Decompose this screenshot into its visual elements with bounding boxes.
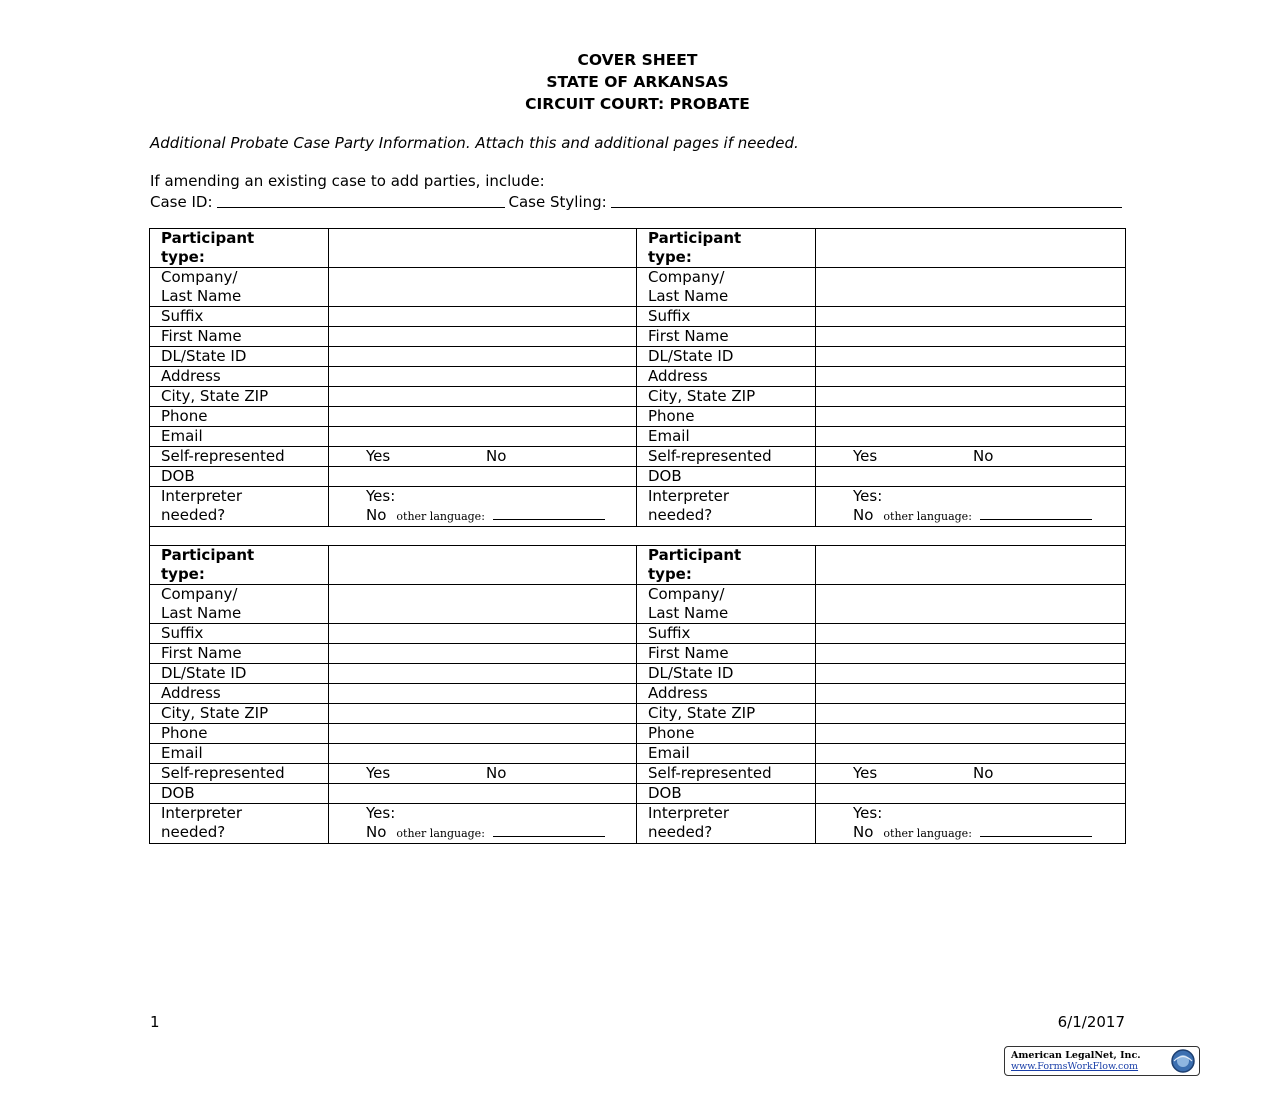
yes-option[interactable]: Yes	[366, 447, 391, 465]
table-row	[150, 427, 1126, 447]
field-label-cell	[150, 644, 329, 664]
address-input[interactable]	[816, 367, 1126, 387]
field-label: Interpreter	[648, 804, 730, 822]
form-title: COVER SHEET	[577, 51, 698, 69]
field-label: Email	[161, 744, 203, 762]
case-styling-label: Case Styling:	[508, 193, 607, 211]
self-represented-choice[interactable]	[329, 764, 637, 784]
field-label: First Name	[161, 644, 242, 662]
dob-input[interactable]	[329, 467, 637, 487]
brand-url[interactable]: www.FormsWorkFlow.com	[1011, 1061, 1139, 1072]
company-last-name-input[interactable]	[329, 585, 637, 624]
field-label: First Name	[648, 327, 729, 345]
other-language-field[interactable]	[980, 509, 1092, 520]
email-input[interactable]	[329, 744, 637, 764]
table-row	[150, 704, 1126, 724]
case-id-field[interactable]	[217, 193, 505, 208]
address-input[interactable]	[329, 367, 637, 387]
field-label: Company/	[161, 585, 238, 603]
participant-type-input[interactable]	[329, 546, 637, 585]
table-row	[150, 724, 1126, 744]
field-label-cell	[150, 387, 329, 407]
field-label-cell	[150, 327, 329, 347]
table-row	[150, 664, 1126, 684]
table-row	[150, 744, 1126, 764]
field-label: needed?	[161, 823, 226, 841]
phone-input[interactable]	[816, 407, 1126, 427]
first-name-input[interactable]	[329, 327, 637, 347]
other-language-label: other language:	[396, 510, 485, 523]
field-label-cell	[637, 407, 816, 427]
brand-name: American LegalNet, Inc.	[1011, 1050, 1141, 1061]
field-label-cell	[150, 784, 329, 804]
email-input[interactable]	[329, 427, 637, 447]
field-label-cell	[150, 684, 329, 704]
field-label-cell	[637, 644, 816, 664]
interpreter-choice[interactable]	[329, 487, 637, 527]
field-label-cell	[637, 585, 816, 624]
field-label: Last Name	[648, 604, 729, 622]
field-label-cell	[637, 447, 816, 467]
field-label-cell	[150, 724, 329, 744]
field-label: Participant	[648, 229, 742, 247]
field-label-cell	[637, 744, 816, 764]
field-label-cell	[150, 347, 329, 367]
field-label-cell	[150, 467, 329, 487]
case-styling-field[interactable]	[611, 193, 1122, 208]
field-label-cell	[637, 427, 816, 447]
field-label-cell	[637, 664, 816, 684]
dl-state-id-input[interactable]	[329, 664, 637, 684]
field-label-cell	[637, 724, 816, 744]
city-state-zip-input[interactable]	[329, 704, 637, 724]
first-name-input[interactable]	[816, 327, 1126, 347]
suffix-input[interactable]	[329, 624, 637, 644]
table-row	[150, 229, 1126, 268]
field-label: DOB	[161, 467, 195, 485]
field-label-cell	[637, 367, 816, 387]
other-language-label: other language:	[883, 827, 972, 840]
field-label-cell	[150, 367, 329, 387]
table-row	[150, 467, 1126, 487]
field-label: Interpreter	[648, 487, 730, 505]
city-state-zip-input[interactable]	[816, 704, 1126, 724]
field-label: Self-represented	[161, 447, 285, 465]
other-language-field[interactable]	[493, 826, 605, 837]
dl-state-id-input[interactable]	[816, 664, 1126, 684]
field-label-cell	[150, 585, 329, 624]
company-last-name-input[interactable]	[816, 268, 1126, 307]
dl-state-id-input[interactable]	[816, 347, 1126, 367]
table-row	[150, 307, 1126, 327]
table-row	[150, 268, 1126, 307]
city-state-zip-input[interactable]	[329, 387, 637, 407]
first-name-input[interactable]	[329, 644, 637, 664]
field-label: needed?	[648, 506, 713, 524]
page-number: 1	[150, 1013, 160, 1031]
field-label: Address	[161, 367, 221, 385]
field-label: Company/	[648, 585, 725, 603]
other-language-field[interactable]	[493, 509, 605, 520]
field-label: Last Name	[161, 287, 242, 305]
participant-table	[149, 228, 1126, 844]
field-label: Company/	[161, 268, 238, 286]
field-label: City, State ZIP	[161, 387, 269, 405]
field-label: Self-represented	[648, 447, 772, 465]
case-info-line	[150, 191, 1122, 211]
table-row	[150, 624, 1126, 644]
interpreter-choice[interactable]	[816, 804, 1126, 844]
field-label: DL/State ID	[648, 347, 734, 365]
field-label: Last Name	[648, 287, 729, 305]
no-option[interactable]: No	[366, 823, 387, 841]
table-row	[150, 367, 1126, 387]
field-label: Self-represented	[648, 764, 772, 782]
field-label-cell	[150, 268, 329, 307]
phone-input[interactable]	[329, 724, 637, 744]
field-label-cell	[150, 546, 329, 585]
field-label-cell	[637, 624, 816, 644]
no-option[interactable]: No	[973, 764, 994, 782]
field-label: DL/State ID	[161, 347, 247, 365]
instruction-note: Additional Probate Case Party Information. Attach this and additional pages if needed.	[150, 134, 799, 152]
table-row	[150, 684, 1126, 704]
field-label-cell	[637, 487, 816, 527]
field-label: DOB	[648, 467, 682, 485]
field-label: Phone	[161, 724, 208, 742]
field-label-cell	[150, 704, 329, 724]
field-label: Email	[648, 744, 690, 762]
field-label: DL/State ID	[161, 664, 247, 682]
field-label: Suffix	[648, 624, 691, 642]
interpreter-choice[interactable]	[329, 804, 637, 844]
table-row	[150, 327, 1126, 347]
city-state-zip-input[interactable]	[816, 387, 1126, 407]
field-label: Suffix	[648, 307, 691, 325]
case-id-label: Case ID:	[150, 193, 213, 211]
address-input[interactable]	[816, 684, 1126, 704]
field-label: DOB	[161, 784, 195, 802]
field-label-cell	[150, 624, 329, 644]
field-label-cell	[150, 664, 329, 684]
suffix-input[interactable]	[816, 307, 1126, 327]
other-language-label: other language:	[396, 827, 485, 840]
table-row	[150, 347, 1126, 367]
table-spacer-row	[150, 527, 1126, 546]
other-language-field[interactable]	[980, 826, 1092, 837]
field-label: Address	[648, 367, 708, 385]
self-represented-choice[interactable]	[816, 764, 1126, 784]
phone-input[interactable]	[329, 407, 637, 427]
field-label: Suffix	[161, 624, 204, 642]
field-label: Participant	[648, 546, 742, 564]
yes-option[interactable]: Yes	[366, 764, 391, 782]
other-language-label: other language:	[883, 510, 972, 523]
field-label: Address	[648, 684, 708, 702]
company-last-name-input[interactable]	[816, 585, 1126, 624]
no-option[interactable]: No	[366, 506, 387, 524]
court-title: CIRCUIT COURT: PROBATE	[525, 95, 750, 113]
table-row	[150, 387, 1126, 407]
field-label: needed?	[161, 506, 226, 524]
yes-option[interactable]: Yes:	[853, 487, 883, 505]
phone-input[interactable]	[816, 724, 1126, 744]
field-label: First Name	[161, 327, 242, 345]
field-label-cell	[637, 467, 816, 487]
globe-icon	[1170, 1048, 1196, 1074]
field-label: type:	[648, 565, 692, 583]
interpreter-choice[interactable]	[816, 487, 1126, 527]
field-label: Phone	[648, 724, 695, 742]
yes-option[interactable]: Yes:	[366, 487, 396, 505]
field-label-cell	[637, 684, 816, 704]
field-label: DL/State ID	[648, 664, 734, 682]
field-label: type:	[648, 248, 692, 266]
field-label-cell	[150, 407, 329, 427]
field-label: Email	[161, 427, 203, 445]
participant-type-input[interactable]	[816, 229, 1126, 268]
table-row	[150, 407, 1126, 427]
self-represented-choice[interactable]	[816, 447, 1126, 467]
field-label-cell	[637, 387, 816, 407]
yes-option[interactable]: Yes	[853, 447, 878, 465]
field-label: Email	[648, 427, 690, 445]
dl-state-id-input[interactable]	[329, 347, 637, 367]
field-label-cell	[637, 268, 816, 307]
field-label-cell	[150, 744, 329, 764]
field-label: Phone	[161, 407, 208, 425]
field-label: City, State ZIP	[161, 704, 269, 722]
table-row	[150, 487, 1126, 527]
field-label-cell	[150, 487, 329, 527]
dob-input[interactable]	[816, 784, 1126, 804]
field-label-cell	[637, 784, 816, 804]
field-label-cell	[150, 229, 329, 268]
field-label-cell	[637, 804, 816, 844]
table-row	[150, 546, 1126, 585]
field-label: First Name	[648, 644, 729, 662]
field-label-cell	[637, 546, 816, 585]
field-label-cell	[150, 447, 329, 467]
field-label-cell	[150, 427, 329, 447]
table-row	[150, 804, 1126, 844]
field-label-cell	[637, 347, 816, 367]
field-label: type:	[161, 248, 205, 266]
field-label: Interpreter	[161, 804, 243, 822]
field-label: Address	[161, 684, 221, 702]
field-label: Last Name	[161, 604, 242, 622]
amend-instruction: If amending an existing case to add parties, include:	[150, 172, 545, 190]
no-option[interactable]: No	[486, 764, 507, 782]
no-option[interactable]: No	[973, 447, 994, 465]
field-label-cell	[150, 764, 329, 784]
address-input[interactable]	[329, 684, 637, 704]
field-label: City, State ZIP	[648, 704, 756, 722]
no-option[interactable]: No	[486, 447, 507, 465]
self-represented-choice[interactable]	[329, 447, 637, 467]
field-label: Phone	[648, 407, 695, 425]
field-label-cell	[637, 327, 816, 347]
table-row	[150, 585, 1126, 624]
field-label: Participant	[161, 546, 255, 564]
field-label: City, State ZIP	[648, 387, 756, 405]
yes-option[interactable]: Yes:	[366, 804, 396, 822]
yes-option[interactable]: Yes	[853, 764, 878, 782]
table-row	[150, 644, 1126, 664]
first-name-input[interactable]	[816, 644, 1126, 664]
table-row	[150, 784, 1126, 804]
no-option[interactable]: No	[853, 506, 874, 524]
field-label: Company/	[648, 268, 725, 286]
form-date: 6/1/2017	[1057, 1013, 1125, 1031]
field-label: needed?	[648, 823, 713, 841]
no-option[interactable]: No	[853, 823, 874, 841]
yes-option[interactable]: Yes:	[853, 804, 883, 822]
table-row	[150, 764, 1126, 784]
company-last-name-input[interactable]	[329, 268, 637, 307]
table-row	[150, 447, 1126, 467]
field-label: DOB	[648, 784, 682, 802]
suffix-input[interactable]	[329, 307, 637, 327]
field-label: Participant	[161, 229, 255, 247]
brand-logo	[1004, 1046, 1200, 1076]
field-label-cell	[637, 229, 816, 268]
field-label: Self-represented	[161, 764, 285, 782]
field-label-cell	[637, 307, 816, 327]
dob-input[interactable]	[816, 467, 1126, 487]
participant-type-input[interactable]	[816, 546, 1126, 585]
field-label-cell	[637, 704, 816, 724]
field-label-cell	[150, 307, 329, 327]
dob-input[interactable]	[329, 784, 637, 804]
suffix-input[interactable]	[816, 624, 1126, 644]
email-input[interactable]	[816, 744, 1126, 764]
field-label: Suffix	[161, 307, 204, 325]
participant-type-input[interactable]	[329, 229, 637, 268]
email-input[interactable]	[816, 427, 1126, 447]
field-label-cell	[637, 764, 816, 784]
state-title: STATE OF ARKANSAS	[546, 73, 729, 91]
spacer-cell	[150, 527, 1126, 546]
field-label: Interpreter	[161, 487, 243, 505]
field-label: type:	[161, 565, 205, 583]
field-label-cell	[150, 804, 329, 844]
